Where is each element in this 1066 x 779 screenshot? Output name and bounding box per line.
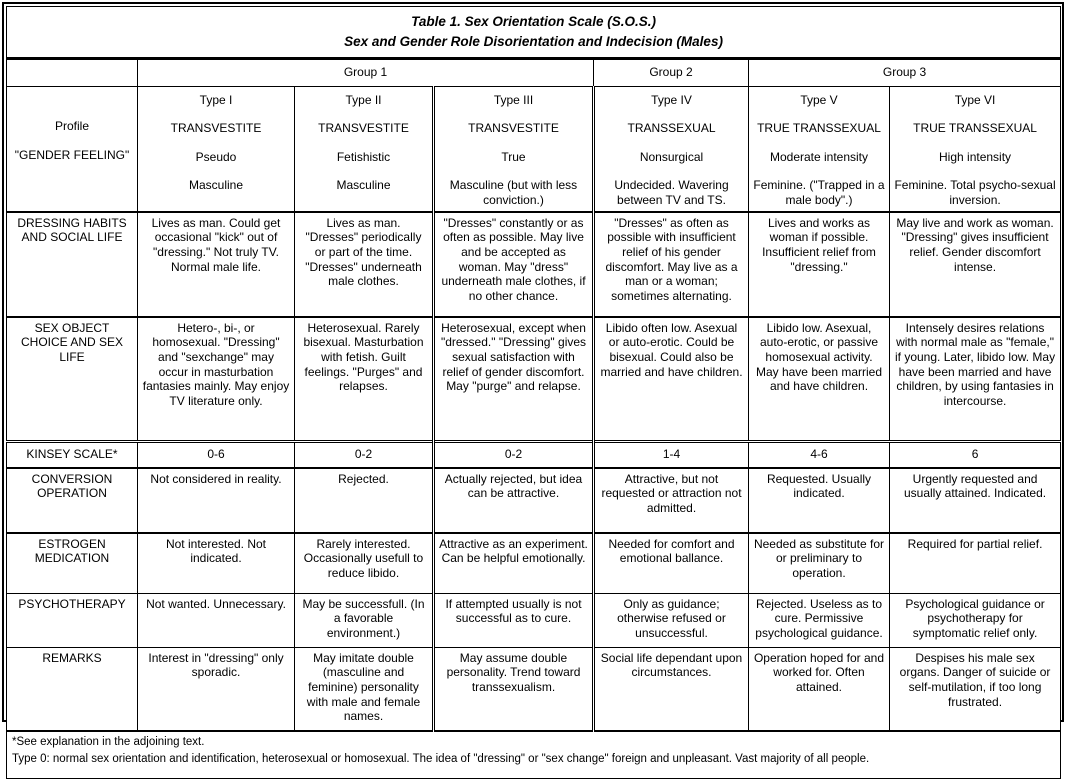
group-3-header: Group 3 <box>749 58 1061 86</box>
group-header-spacer <box>7 58 138 86</box>
type-category: TRANSSEXUAL <box>599 121 744 136</box>
cell-profile-type-iii <box>434 86 594 212</box>
cell-dressing-type-ii: Lives as man. "Dresses" periodically or part of the time. "Dresses" underneath male clothes. <box>295 212 434 317</box>
type-category: TRANSVESTITE <box>299 121 428 136</box>
type-feeling: Masculine <box>299 178 428 193</box>
type-label: Type IV <box>599 93 744 108</box>
group-1-header: Group 1 <box>138 58 594 86</box>
cell-psych-type-ii: May be successfull. (In a favorable environment.) <box>295 593 434 647</box>
cell-dressing-type-vi: May live and work as woman. "Dressing" gives insufficient relief. Gender discomfort intense. <box>890 212 1061 317</box>
cell-estrogen-type-vi: Required for partial relief. <box>890 533 1061 594</box>
cell-psych-type-iv: Only as guidance; otherwise refused or unsuccessful. <box>594 593 749 647</box>
title-row <box>7 7 1061 59</box>
type-subtype: Fetishistic <box>299 150 428 165</box>
row-label-conversion-operation: CONVERSION OPERATION <box>7 468 138 533</box>
title-line-1: Table 1. Sex Orientation Scale (S.O.S.) <box>11 12 1056 32</box>
cell-sexobj-type-iv: Libido often low. Asexual or auto-erotic. Could be bisexual. Could also be married and have children. <box>594 317 749 442</box>
cell-remarks-type-iv: Social life dependant upon circumstances. <box>594 647 749 731</box>
group-2-header: Group 2 <box>594 58 749 86</box>
cell-kinsey-type-vi: 6 <box>890 441 1061 468</box>
footnote-line-1: *See explanation in the adjoining text. <box>12 734 1055 751</box>
cell-conversion-type-v: Requested. Usually indicated. <box>749 468 890 533</box>
page-frame <box>2 2 1064 722</box>
cell-kinsey-type-iii: 0-2 <box>434 441 594 468</box>
cell-estrogen-type-ii: Rarely interested. Occasionally usefull to reduce libido. <box>295 533 434 594</box>
cell-dressing-type-i: Lives as man. Could get occasional "kick" out of "dressing." Not truly TV. Normal male life. <box>138 212 295 317</box>
sex-object-row <box>7 317 1061 442</box>
cell-profile-type-iv <box>594 86 749 212</box>
profile-label-line-1: Profile <box>11 119 133 134</box>
row-label-remarks: REMARKS <box>7 647 138 731</box>
cell-profile-type-v <box>749 86 890 212</box>
cell-dressing-type-iii: "Dresses" constantly or as often as possible. May live and be accepted as woman. May "dress" underneath male clothes, if no other chance. <box>434 212 594 317</box>
row-label-kinsey-scale: KINSEY SCALE* <box>7 441 138 468</box>
footnote-row <box>7 731 1061 779</box>
cell-kinsey-type-iv: 1-4 <box>594 441 749 468</box>
sos-table <box>6 6 1061 779</box>
type-label: Type II <box>299 93 428 108</box>
cell-psych-type-v: Rejected. Useless as to cure. Permissive psychological guidance. <box>749 593 890 647</box>
cell-sexobj-type-i: Hetero-, bi-, or homosexual. "Dressing" and "sexchange" may occur in masturbation fantasies mainly. May enjoy TV literature only. <box>138 317 295 442</box>
estrogen-medication-row <box>7 533 1061 594</box>
cell-estrogen-type-v: Needed as substitute for or preliminary to operation. <box>749 533 890 594</box>
cell-remarks-type-v: Operation hoped for and worked for. Often attained. <box>749 647 890 731</box>
cell-kinsey-type-i: 0-6 <box>138 441 295 468</box>
row-label-estrogen-medication: ESTROGEN MEDICATION <box>7 533 138 594</box>
psychotherapy-row <box>7 593 1061 647</box>
footnote-cell <box>7 731 1061 779</box>
type-feeling: Masculine <box>142 178 290 193</box>
kinsey-scale-row <box>7 441 1061 468</box>
type-feeling: Feminine. ("Trapped in a male body".) <box>753 178 885 207</box>
type-subtype: True <box>439 150 588 165</box>
row-label-dressing-habits: DRESSING HABITS AND SOCIAL LIFE <box>7 212 138 317</box>
cell-sexobj-type-iii: Heterosexual, except when "dressed." "Dressing" gives sexual satisfaction with relief of gender discomfort. May "purge" and relapse. <box>434 317 594 442</box>
type-category: TRUE TRANSSEXUAL <box>894 121 1056 136</box>
type-label: Type III <box>439 93 588 108</box>
row-label-psychotherapy: PSYCHOTHERAPY <box>7 593 138 647</box>
cell-psych-type-iii: If attempted usually is not successful as to cure. <box>434 593 594 647</box>
cell-conversion-type-iii: Actually rejected, but idea can be attractive. <box>434 468 594 533</box>
dressing-habits-row <box>7 212 1061 317</box>
cell-kinsey-type-ii: 0-2 <box>295 441 434 468</box>
cell-sexobj-type-ii: Heterosexual. Rarely bisexual. Masturbation with fetish. Guilt feelings. "Purges" and relapses. <box>295 317 434 442</box>
group-header-row <box>7 58 1061 86</box>
type-subtype: Nonsurgical <box>599 150 744 165</box>
conversion-operation-row <box>7 468 1061 533</box>
type-subtype: Pseudo <box>142 150 290 165</box>
cell-sexobj-type-vi: Intensely desires relations with normal male as "female," if young. Later, libido low. May have been married and have children, by using fantasies in intercourse. <box>890 317 1061 442</box>
cell-conversion-type-iv: Attractive, but not requested or attraction not admitted. <box>594 468 749 533</box>
profile-row <box>7 86 1061 212</box>
type-category: TRANSVESTITE <box>439 121 588 136</box>
cell-profile-type-ii <box>295 86 434 212</box>
type-category: TRANSVESTITE <box>142 121 290 136</box>
cell-estrogen-type-iv: Needed for comfort and emotional ballance. <box>594 533 749 594</box>
cell-profile-type-vi <box>890 86 1061 212</box>
type-feeling: Masculine (but with less conviction.) <box>439 178 588 207</box>
footnote-line-2: Type 0: normal sex orientation and identification, heterosexual or homosexual. The idea of "dressing" or "sex change" foreign and unpleasant. Vast majority of all people. <box>12 751 1055 768</box>
cell-psych-type-i: Not wanted. Unnecessary. <box>138 593 295 647</box>
cell-profile-type-i <box>138 86 295 212</box>
type-subtype: Moderate intensity <box>753 150 885 165</box>
type-label: Type V <box>753 93 885 108</box>
cell-conversion-type-ii: Rejected. <box>295 468 434 533</box>
profile-label-line-2: "GENDER FEELING" <box>11 148 133 163</box>
cell-estrogen-type-iii: Attractive as an experiment. Can be helpful emotionally. <box>434 533 594 594</box>
type-label: Type I <box>142 93 290 108</box>
row-label-sex-object: SEX OBJECT CHOICE AND SEX LIFE <box>7 317 138 442</box>
title-line-2: Sex and Gender Role Disorientation and Indecision (Males) <box>11 32 1056 52</box>
type-label: Type VI <box>894 93 1056 108</box>
cell-dressing-type-iv: "Dresses" as often as possible with insufficient relief of his gender discomfort. May live as a man or a woman; sometimes alternating. <box>594 212 749 317</box>
type-feeling: Undecided. Wavering between TV and TS. <box>599 178 744 207</box>
type-subtype: High intensity <box>894 150 1056 165</box>
cell-conversion-type-vi: Urgently requested and usually attained. Indicated. <box>890 468 1061 533</box>
cell-dressing-type-v: Lives and works as woman if possible. Insufficient relief from "dressing." <box>749 212 890 317</box>
cell-remarks-type-vi: Despises his male sex organs. Danger of suicide or self-mutilation, if too long frustrated. <box>890 647 1061 731</box>
type-category: TRUE TRANSSEXUAL <box>753 121 885 136</box>
cell-estrogen-type-i: Not interested. Not indicated. <box>138 533 295 594</box>
cell-remarks-type-ii: May imitate double (masculine and feminine) personality with male and female names. <box>295 647 434 731</box>
cell-remarks-type-i: Interest in "dressing" only sporadic. <box>138 647 295 731</box>
remarks-row <box>7 647 1061 731</box>
cell-conversion-type-i: Not considered in reality. <box>138 468 295 533</box>
cell-sexobj-type-v: Libido low. Asexual, auto-erotic, or passive homosexual activity. May have been married and have children. <box>749 317 890 442</box>
table-title <box>7 7 1061 59</box>
cell-psych-type-vi: Psychological guidance or psychotherapy for symptomatic relief only. <box>890 593 1061 647</box>
row-label-profile <box>7 86 138 212</box>
cell-remarks-type-iii: May assume double personality. Trend toward transsexualism. <box>434 647 594 731</box>
type-feeling: Feminine. Total psycho-sexual inversion. <box>894 178 1056 207</box>
cell-kinsey-type-v: 4-6 <box>749 441 890 468</box>
